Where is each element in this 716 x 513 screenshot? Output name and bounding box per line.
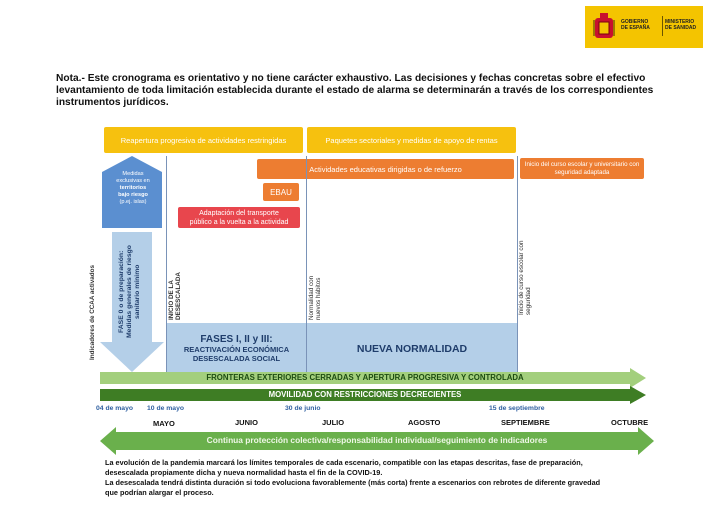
bar-reapertura: Reapertura progresiva de actividades restringidas (104, 127, 303, 153)
footer-text (105, 458, 615, 498)
month-agosto: AGOSTO (408, 418, 441, 427)
bar-ebau: EBAU (263, 183, 299, 201)
label-normalidad: Normalidad con nuevos hábitos (308, 275, 322, 320)
arrow-movilidad-label: MOVILIDAD CON RESTRICCIONES DECRECIENTES (268, 390, 462, 399)
bar-transporte (178, 207, 300, 228)
label-inicio-desescalada: INICIO DE LA DESESCALADA (168, 272, 182, 320)
government-logo (585, 6, 703, 48)
month-septiembre: SEPTIEMBRE (501, 418, 550, 427)
fases-title: FASES I, II y III: (200, 334, 273, 345)
note-text: Nota.- Este cronograma es orientativo y no tiene carácter exhaustivo. Las decisiones y fechas concretas sobre el efectivo levantamiento de toda limitación establecida durante el estado de alarma se determinarán a través de los correspondientes instrumentos jurídicos. (56, 73, 654, 108)
month-octubre: OCTUBRE (611, 418, 649, 427)
bar-paquetes: Paquetes sectoriales y medidas de apoyo de rentas (307, 127, 516, 153)
transporte-line-1: Adaptación del transporte (199, 209, 279, 217)
block-fases (167, 323, 306, 374)
bar-inicio-curso: Inicio del curso escolar y universitario con seguridad adaptada (520, 158, 644, 179)
date-15-septiembre: 15 de septiembre (489, 405, 545, 412)
date-04-mayo: 04 de mayo (96, 405, 134, 412)
coat-of-arms-icon (593, 12, 615, 42)
date-30-junio: 30 de junio (285, 405, 321, 412)
arrow-fronteras-label: FRONTERAS EXTERIORES CERRADAS Y APERTURA PROGRESIVA Y CONTROLADA (206, 373, 524, 382)
label-fase0: FASE 0 o de preparación: Medidas generales de riesgo sanitario mínimo (118, 245, 141, 339)
month-junio: JUNIO (235, 418, 258, 427)
date-10-mayo: 10 de mayo (147, 405, 185, 412)
fases-sub-1: REACTIVACIÓN ECONÓMICA (183, 345, 290, 354)
footer-paragraph-2: La desescalada tendrá distinta duración si todo evoluciona favorablemente (más corta) frente a escenarios con rebrotes de diferente gravedad que podrían alargar el proceso. (105, 478, 601, 497)
month-mayo: MAYO (153, 419, 175, 428)
label-indicadores: Indicadores de CCAA activados (89, 265, 96, 360)
medidas-text: Medidas exclusivas en territorios bajo riesgo (p.ej. islas) (116, 171, 150, 205)
bar-actividades-educativas: Actividades educativas dirigidas o de refuerzo (257, 159, 514, 179)
label-inicio-curso: Inicio de curso escolar con seguridad (518, 240, 532, 315)
month-julio: JULIO (322, 418, 345, 427)
block-nueva-normalidad: NUEVA NORMALIDAD (307, 323, 517, 374)
transporte-line-2: público a la vuelta a la actividad (189, 218, 289, 226)
logo-text-left: GOBIERNO DE ESPAÑA (621, 19, 650, 31)
arrow-continua-label: Continua protección colectiva/responsabilidad individual/seguimiento de indicadores (206, 435, 548, 445)
fases-sub-2: DESESCALADA SOCIAL (192, 354, 281, 363)
logo-text-right: MINISTERIO DE SANIDAD (665, 19, 697, 31)
footer-paragraph-1: La evolución de la pandemia marcará los límites temporales de cada escenario, compatible con las etapas descritas, fase de preparación, desescalada propiamente dicha y nueva normalidad hasta el fin de la COVID-19. (105, 458, 583, 477)
logo-divider (662, 16, 663, 36)
